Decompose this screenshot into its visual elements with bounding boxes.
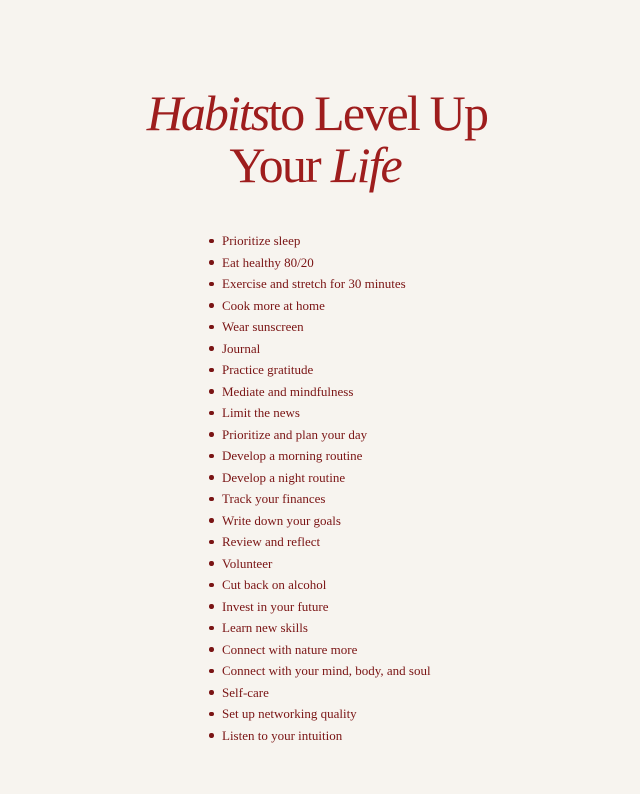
title-your-word: Your xyxy=(229,137,320,193)
bullet-icon xyxy=(209,583,214,588)
bullet-icon xyxy=(209,733,214,738)
habit-label: Learn new skills xyxy=(222,620,308,635)
bullet-icon xyxy=(209,454,214,459)
habit-label: Self-care xyxy=(222,684,269,700)
bullet-icon xyxy=(209,389,214,394)
habit-list-item xyxy=(209,682,431,704)
habit-label: Review and reflect xyxy=(222,534,321,549)
habit-label: Limit the news xyxy=(222,405,300,420)
habit-list-item xyxy=(209,639,431,661)
habit-label: Write down your goals xyxy=(222,512,341,528)
bullet-icon xyxy=(209,432,214,437)
habit-list-item xyxy=(209,359,431,381)
habit-label: Exercise and stretch for 30 minutes xyxy=(222,276,406,291)
title-line-1 xyxy=(0,85,640,141)
habit-list-item xyxy=(209,230,431,252)
habit-list-item xyxy=(209,574,431,596)
page-title xyxy=(0,85,640,193)
title-line-2 xyxy=(0,137,640,193)
habit-list-item xyxy=(209,531,431,553)
habit-list-item xyxy=(209,252,431,274)
bullet-icon xyxy=(209,475,214,480)
bullet-icon xyxy=(209,260,214,265)
habit-label: Prioritize sleep xyxy=(222,233,301,248)
bullet-icon xyxy=(209,540,214,545)
title-habits-word: Habits xyxy=(146,85,269,141)
habit-label: Set up networking quality xyxy=(222,706,357,721)
habit-list-item xyxy=(209,617,431,639)
bullet-icon xyxy=(209,712,214,717)
habit-list-item xyxy=(209,424,431,446)
habit-list-item xyxy=(209,273,431,295)
bullet-icon xyxy=(209,411,214,416)
habit-label: Volunteer xyxy=(222,555,273,571)
habit-list-item xyxy=(209,467,431,489)
habit-list-item xyxy=(209,553,431,575)
bullet-icon xyxy=(209,368,214,373)
habit-list-item xyxy=(209,660,431,682)
bullet-icon xyxy=(209,604,214,609)
bullet-icon xyxy=(209,325,214,330)
habit-list-item xyxy=(209,316,431,338)
bullet-icon xyxy=(209,647,214,652)
bullet-icon xyxy=(209,282,214,287)
habit-label: Cook more at home xyxy=(222,297,325,313)
bullet-icon xyxy=(209,346,214,351)
habit-label: Track your finances xyxy=(222,491,326,506)
bullet-icon xyxy=(209,518,214,523)
habit-label: Eat healthy 80/20 xyxy=(222,254,314,270)
habit-list-item xyxy=(209,338,431,360)
bullet-icon xyxy=(209,626,214,631)
habit-label: Develop a morning routine xyxy=(222,448,363,463)
habit-list-item xyxy=(209,596,431,618)
bullet-icon xyxy=(209,239,214,244)
habit-label: Mediate and mindfulness xyxy=(222,383,354,399)
habit-label: Listen to your intuition xyxy=(222,727,343,743)
habit-list-item xyxy=(209,510,431,532)
habit-list xyxy=(209,230,431,746)
habit-label: Wear sunscreen xyxy=(222,319,304,334)
habit-label: Practice gratitude xyxy=(222,362,314,377)
habit-label: Develop a night routine xyxy=(222,469,346,485)
title-level-up-text: to Level Up xyxy=(268,85,488,141)
habit-list-item xyxy=(209,725,431,747)
bullet-icon xyxy=(209,303,214,308)
bullet-icon xyxy=(209,690,214,695)
habit-list-item xyxy=(209,381,431,403)
habit-list-item xyxy=(209,445,431,467)
bullet-icon xyxy=(209,561,214,566)
habit-label: Prioritize and plan your day xyxy=(222,426,368,442)
habit-list-item xyxy=(209,703,431,725)
title-life-word: Life xyxy=(330,137,401,193)
habit-label: Connect with nature more xyxy=(222,641,358,657)
habit-list-item xyxy=(209,402,431,424)
habit-list-item xyxy=(209,488,431,510)
habit-label: Journal xyxy=(222,340,261,356)
bullet-icon xyxy=(209,669,214,674)
bullet-icon xyxy=(209,497,214,502)
habit-label: Connect with your mind, body, and soul xyxy=(222,663,431,678)
habit-label: Invest in your future xyxy=(222,598,329,614)
habit-label: Cut back on alcohol xyxy=(222,577,327,592)
habit-list-item xyxy=(209,295,431,317)
